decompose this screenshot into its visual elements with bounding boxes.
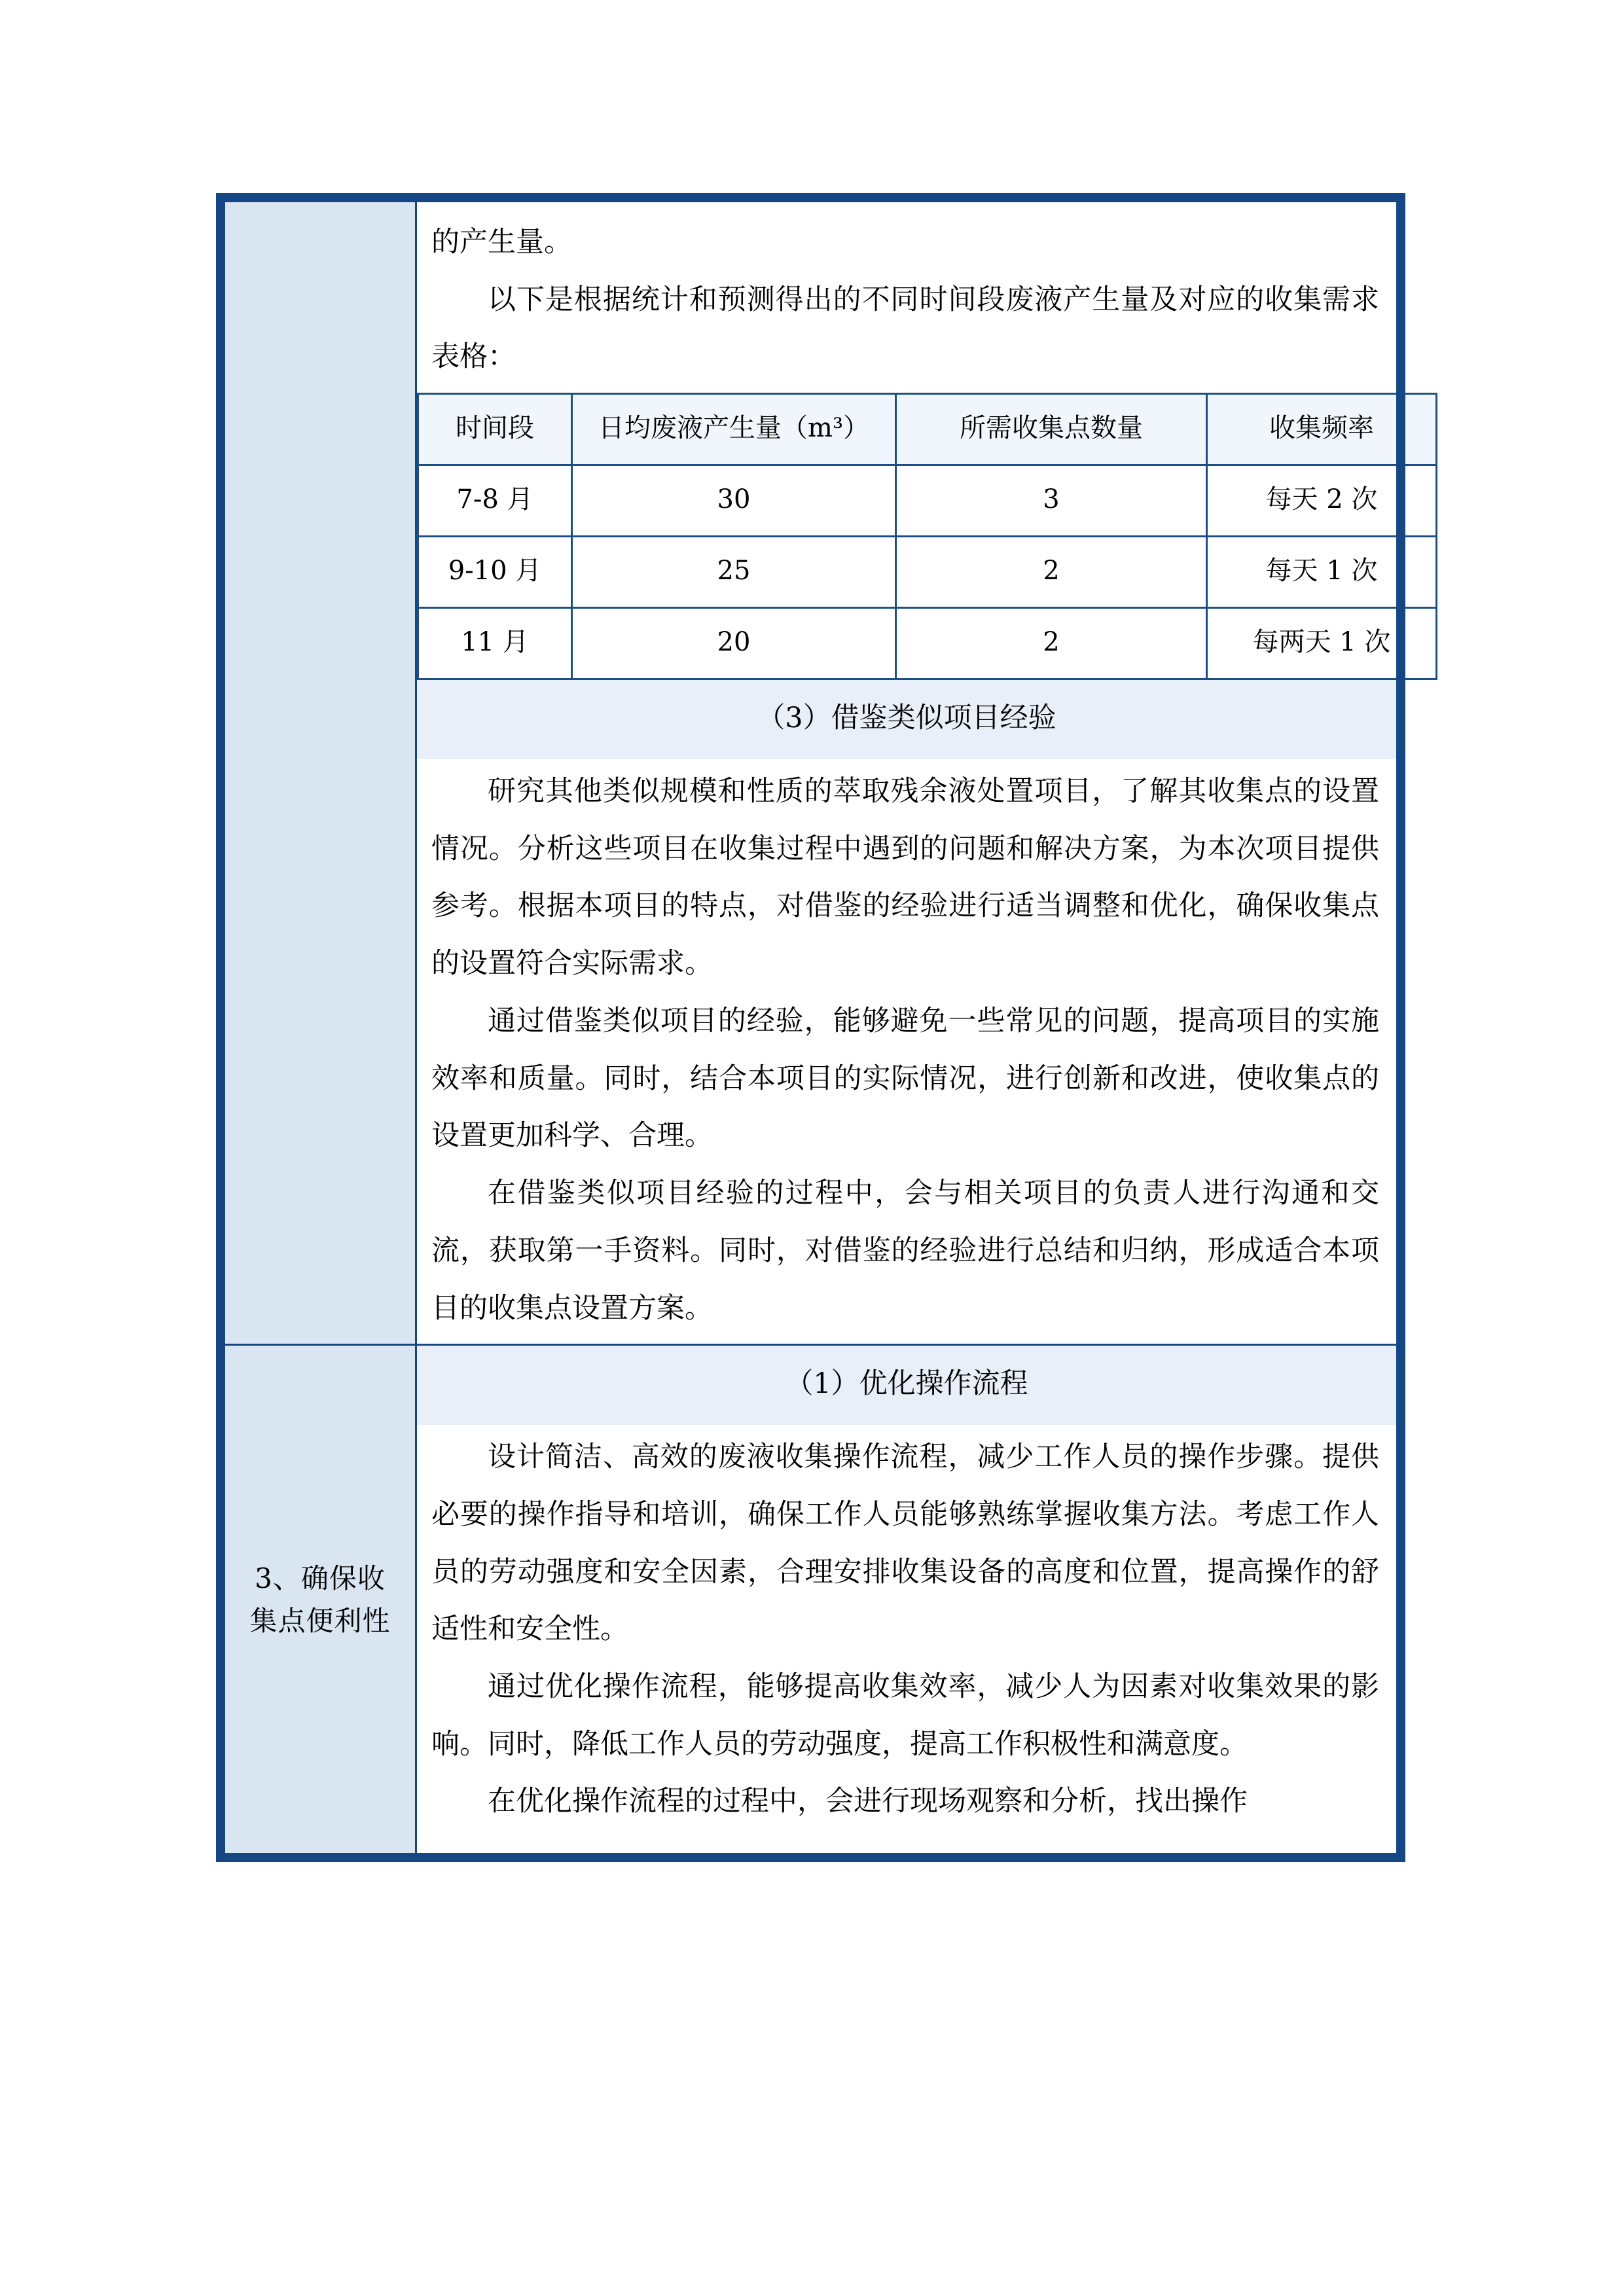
cell-daily-volume: 25: [572, 537, 896, 608]
paragraph-optimize-3: 在优化操作流程的过程中，会进行现场观察和分析，找出操作: [488, 1785, 1248, 1818]
table-row: [418, 537, 1437, 608]
paragraph-continuation: 的产生量。: [431, 226, 572, 259]
column-header-daily-volume-base: 日均废液产生量（m³）: [598, 413, 869, 444]
waste-liquid-schedule-table: [417, 393, 1437, 680]
row-label-cell-convenience: [221, 1345, 416, 1857]
cell-daily-volume: 30: [572, 465, 896, 537]
paragraph-reference-2: 通过借鉴类似项目的经验，能够避免一些常见的问题，提高项目的实施效率和质量。同时，结合本项目的实际情况，进行创新和改进，使收集点的设置更加科学、合理。: [431, 1004, 1379, 1153]
table-row: [418, 608, 1437, 679]
table-row: [418, 465, 1437, 537]
column-header-collection-points: 所需收集点数量: [896, 394, 1207, 465]
row-label-text: 3、确保收集点便利性: [249, 1562, 391, 1637]
cell-collection-points: 3: [896, 465, 1207, 537]
cell-period: 7-8 月: [418, 465, 572, 537]
column-header-period: 时间段: [418, 394, 572, 465]
table-row: [221, 198, 1401, 1345]
paragraph-block-reference-experience: [417, 759, 1396, 1344]
column-header-frequency: 收集频率: [1207, 394, 1437, 465]
paragraph-optimize-2: 通过优化操作流程，能够提高收集效率，减少人为因素对收集效果的影响。同时，降低工作人员的劳动强度，提高工作积极性和满意度。: [431, 1670, 1379, 1761]
cell-frequency: 每两天 1 次: [1207, 608, 1437, 679]
column-header-daily-volume: [572, 394, 896, 465]
cell-period: 9-10 月: [418, 537, 572, 608]
cell-collection-points: 2: [896, 608, 1207, 679]
paragraph-optimize-1: 设计简洁、高效的废液收集操作流程，减少工作人员的操作步骤。提供必要的操作指导和培训，确保工作人员能够熟练掌握收集方法。考虑工作人员的劳动强度和安全因素，合理安排收集设备的高度和位置，提高操作的舒适性和安全性。: [431, 1441, 1379, 1646]
paragraph-block-optimize-workflow: [417, 1425, 1396, 1837]
table-row: [221, 1345, 1401, 1857]
row-body-cell: [416, 1345, 1401, 1857]
cell-daily-volume: 20: [572, 608, 896, 679]
cell-period: 11 月: [418, 608, 572, 679]
paragraph-intro: 以下是根据统计和预测得出的不同时间段废液产生量及对应的收集需求表格：: [431, 283, 1379, 374]
section-band-reference-experience: （3）借鉴类似项目经验: [417, 680, 1396, 759]
cell-frequency: 每天 1 次: [1207, 537, 1437, 608]
section-band-optimize-workflow: （1）优化操作流程: [417, 1346, 1396, 1425]
row-body-cell: [416, 198, 1401, 1345]
row-label-cell-continuation: [221, 198, 416, 1345]
document-content-table: [216, 193, 1405, 1862]
table-header-row: [418, 394, 1437, 465]
cell-collection-points: 2: [896, 537, 1207, 608]
paragraph-reference-3: 在借鉴类似项目经验的过程中，会与相关项目的负责人进行沟通和交流，获取第一手资料。同时，对借鉴的经验进行总结和归纳，形成适合本项目的收集点设置方案。: [431, 1177, 1379, 1325]
paragraph-block-continuation: [417, 202, 1396, 393]
bottom-spacer: [417, 1837, 1396, 1853]
paragraph-reference-1: 研究其他类似规模和性质的萃取残余液处置项目，了解其收集点的设置情况。分析这些项目在收集过程中遇到的问题和解决方案，为本次项目提供参考。根据本项目的特点，对借鉴的经验进行适当调整和优化，确保收集点的设置符合实际需求。: [431, 775, 1379, 980]
cell-frequency: 每天 2 次: [1207, 465, 1437, 537]
